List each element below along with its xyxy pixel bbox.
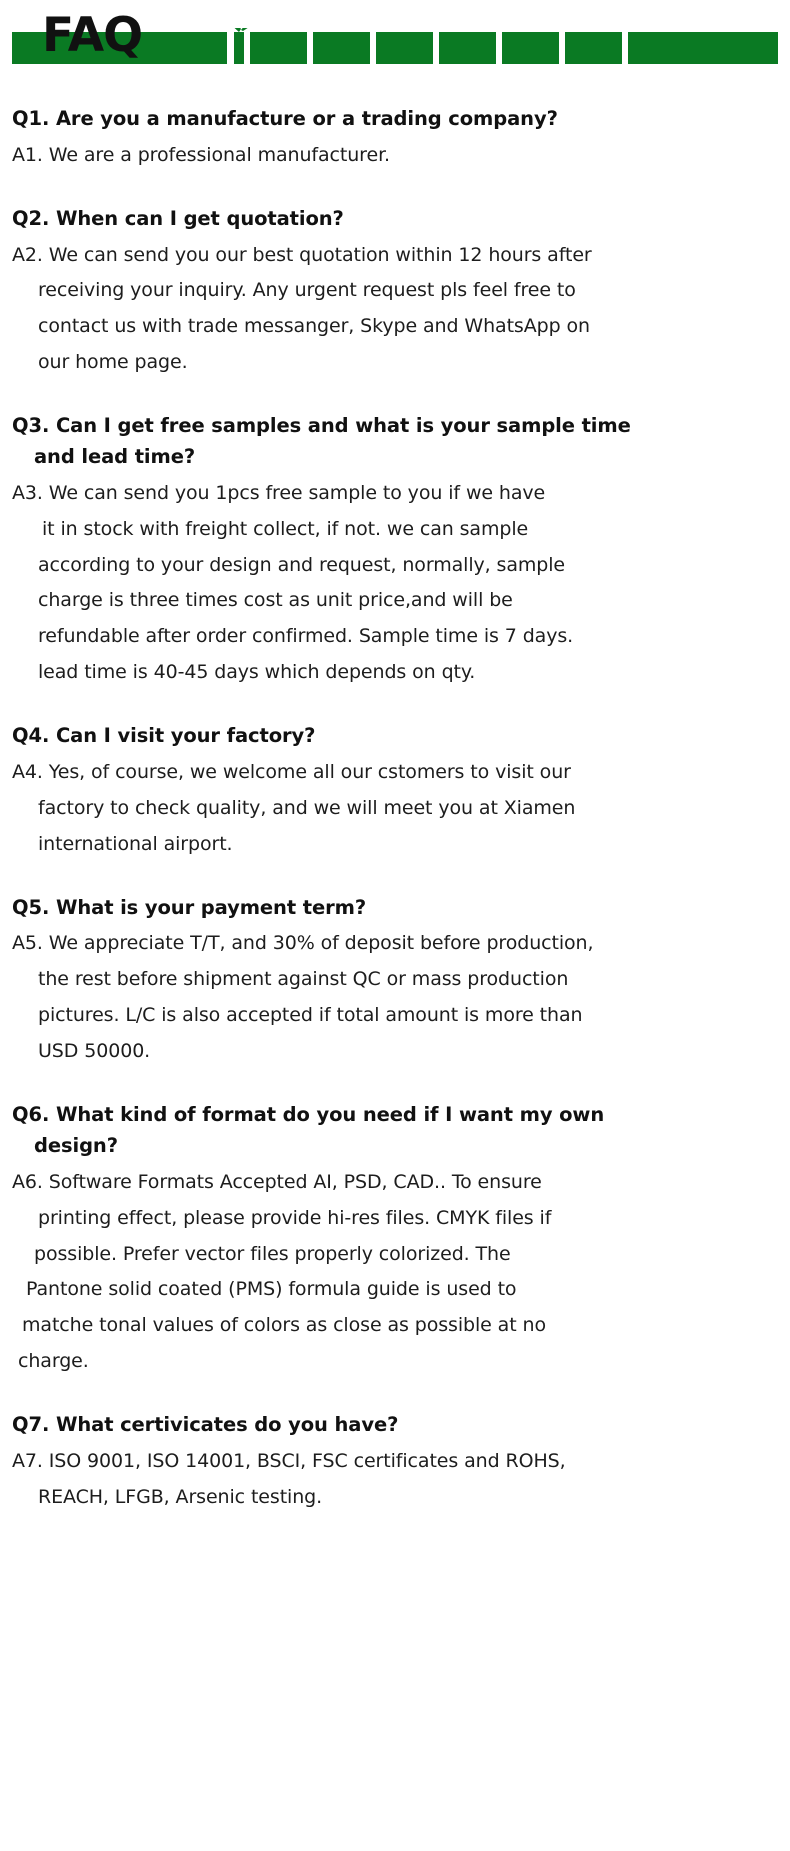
faq-question: [12, 204, 778, 235]
faq-answer-line: international airport.: [38, 832, 233, 855]
faq-answer-line: refundable after order confirmed. Sample time is 7 days.: [38, 625, 574, 648]
page-title: FAQ: [42, 8, 143, 63]
faq-answer-line: possible. Prefer vector files properly colorized. The: [34, 1242, 511, 1265]
faq-question-line: Q5. What is your payment term?: [12, 895, 367, 919]
faq-answer-line: pictures. L/C is also accepted if total amount is more than: [38, 1004, 583, 1027]
faq-question-line: Q1. Are you a manufacture or a trading company?: [12, 107, 558, 130]
faq-answer-line: A5. We appreciate T/T, and 30% of deposit before production,: [12, 932, 594, 955]
faq-item: [12, 721, 778, 863]
faq-answer-line: charge.: [18, 1350, 89, 1373]
faq-question-line: Q2. When can I get quotation?: [12, 206, 344, 230]
faq-answer-line: USD 50000.: [38, 1040, 151, 1063]
faq-answer-line: receiving your inquiry. Any urgent request pls feel free to: [38, 279, 576, 302]
faq-question: [12, 1410, 778, 1441]
faq-question-line: and lead time?: [34, 444, 196, 468]
faq-answer: [12, 138, 778, 174]
bamboo-leaf-icon: [218, 28, 264, 32]
faq-answer: [12, 755, 778, 863]
faq-answer-line: A1. We are a professional manufacturer.: [12, 143, 390, 166]
faq-answer: [12, 238, 778, 382]
faq-item: [12, 204, 778, 381]
faq-question: [12, 411, 778, 473]
faq-answer-line: the rest before shipment against QC or mass production: [38, 968, 569, 991]
faq-answer-line: lead time is 40-45 days which depends on qty.: [38, 661, 476, 684]
faq-question: [12, 1100, 778, 1162]
faq-answer: [12, 926, 778, 1070]
faq-question-line: Q4. Can I visit your factory?: [12, 724, 316, 748]
faq-question-line: design?: [34, 1133, 118, 1157]
faq-answer-line: matche tonal values of colors as close as possible at no: [22, 1314, 546, 1337]
faq-item: [12, 893, 778, 1070]
faq-question-line: Q7. What certivicates do you have?: [12, 1413, 399, 1437]
faq-answer-line: REACH, LFGB, Arsenic testing.: [38, 1485, 323, 1508]
faq-answer-line: factory to check quality, and we will meet you at Xiamen: [38, 796, 576, 819]
faq-banner: [12, 10, 778, 74]
faq-answer-line: printing effect, please provide hi-res files. CMYK files if: [38, 1206, 552, 1229]
faq-item: [12, 1100, 778, 1380]
faq-item: [12, 411, 778, 691]
faq-answer-line: A4. Yes, of course, we welcome all our cstomers to visit our: [12, 760, 571, 783]
faq-answer-line: A6. Software Formats Accepted AI, PSD, CAD.. To ensure: [12, 1170, 542, 1193]
faq-answer: [12, 1165, 778, 1380]
faq-answer-line: contact us with trade messanger, Skype and WhatsApp on: [38, 315, 590, 338]
faq-answer-line: our home page.: [38, 351, 188, 374]
faq-answer-line: A3. We can send you 1pcs free sample to you if we have: [12, 481, 546, 504]
faq-item: [12, 1410, 778, 1516]
faq-item: [12, 104, 778, 174]
faq-answer-line: Pantone solid coated (PMS) formula guide is used to: [26, 1278, 517, 1301]
faq-answer-line: it in stock with freight collect, if not. we can sample: [42, 517, 529, 540]
faq-question-line: Q6. What kind of format do you need if I want my own: [12, 1103, 605, 1127]
faq-answer-line: A2. We can send you our best quotation within 12 hours after: [12, 243, 592, 266]
faq-question: [12, 721, 778, 752]
faq-question: [12, 893, 778, 924]
faq-page: [0, 10, 790, 1851]
faq-answer-line: A7. ISO 9001, ISO 14001, BSCI, FSC certificates and ROHS,: [12, 1449, 566, 1472]
faq-list: [12, 104, 778, 1566]
faq-answer-line: according to your design and request, normally, sample: [38, 553, 566, 576]
faq-answer: [12, 476, 778, 691]
faq-answer: [12, 1444, 778, 1516]
faq-question: [12, 104, 778, 135]
faq-answer-line: charge is three times cost as unit price,and will be: [38, 589, 513, 612]
faq-question-line: Q3. Can I get free samples and what is your sample time: [12, 414, 631, 438]
